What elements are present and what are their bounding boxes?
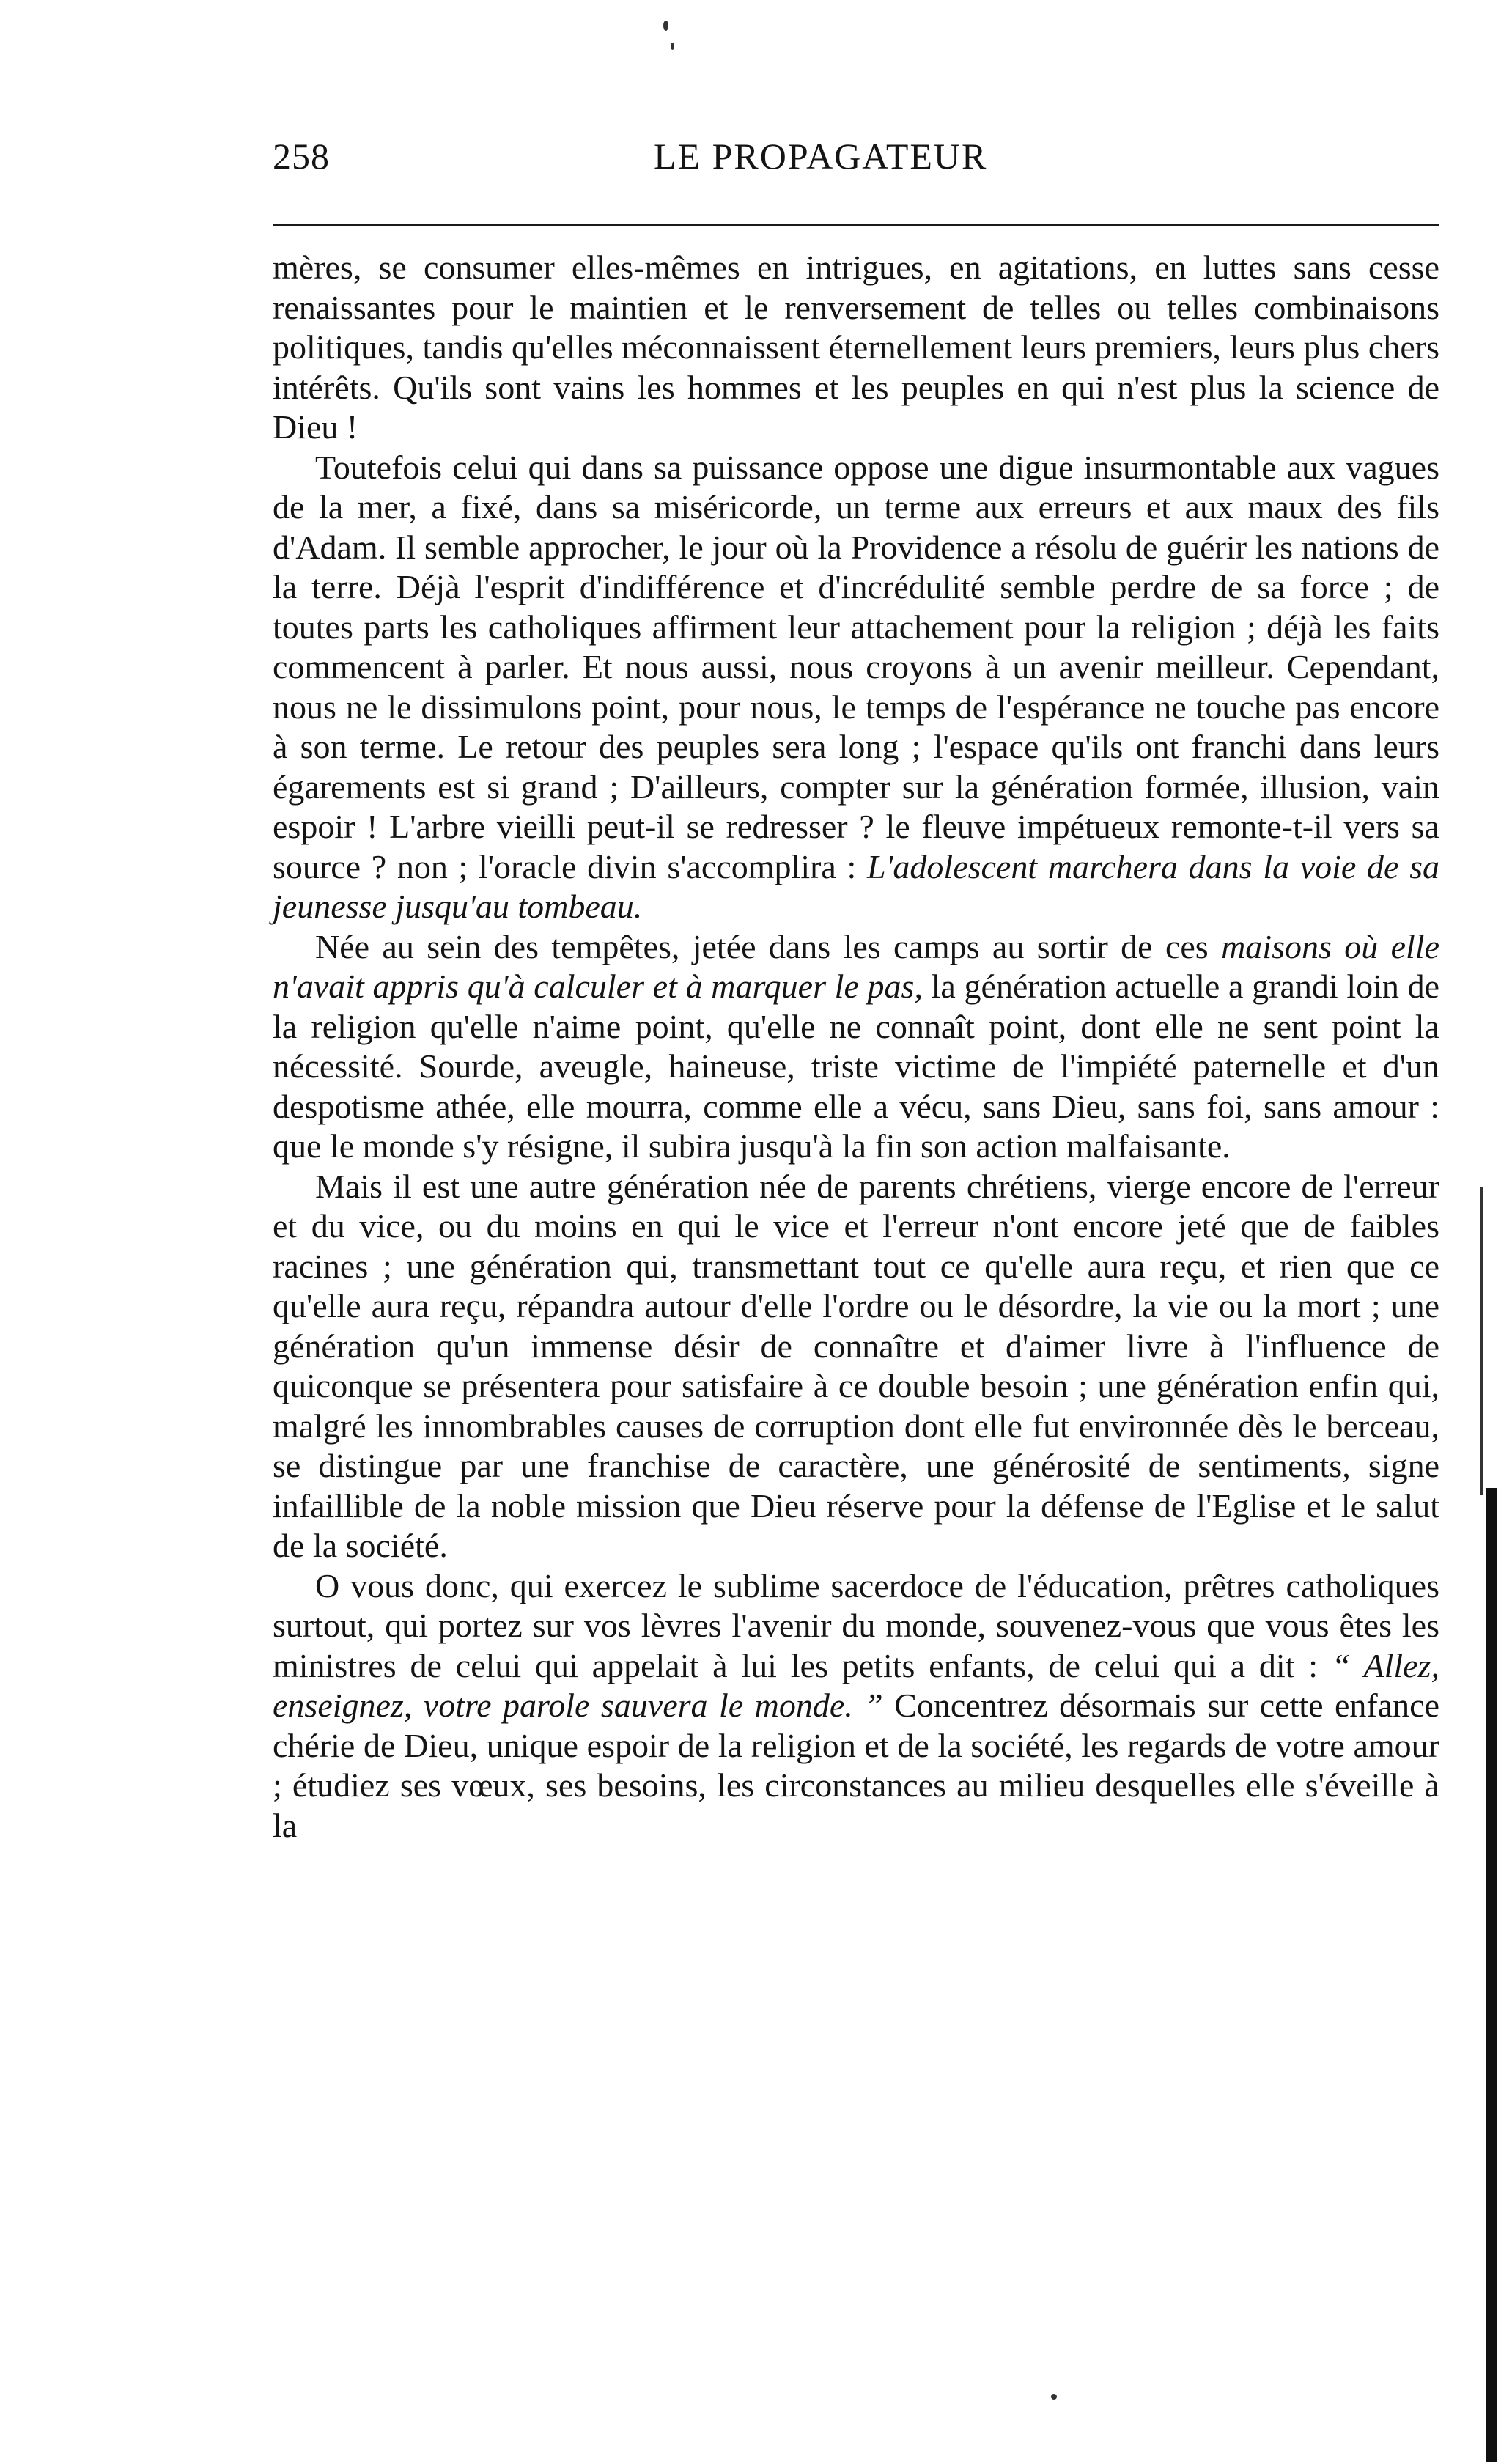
body-text <box>273 248 1439 1846</box>
scan-margin-line <box>1480 1187 1483 1495</box>
paragraph-5-quote: “ Allez, enseignez, votre parole sauvera le monde. ” <box>273 1646 1440 1724</box>
header-rule <box>273 224 1439 226</box>
scan-speck <box>671 43 674 50</box>
page-header <box>273 130 1439 182</box>
running-title: LE PROPAGATEUR <box>654 136 988 177</box>
paragraph-1: mères, se consumer elles-mêmes en intrigues, en agitations, en luttes sans cesse renaissantes pour le maintien et le renversement de telles ou telles combinaisons politiques, tandis qu'elles méconnaissent éternellement leurs premiers, leurs plus chers intérêts. Qu'ils sont vains les hommes et les peuples en qui n'est plus la science de Dieu ! <box>273 248 1439 446</box>
page-number: 258 <box>273 136 330 177</box>
paragraph-5-text-end: Concentrez désormais sur cette enfance chérie de Dieu, unique espoir de la religion et de la société, les regards de votre amour ; étudiez ses vœux, ses besoins, les circonstances au milieu desquelles elle s'éveille à la <box>273 1687 1440 1844</box>
paragraph-5 <box>273 1566 1439 1846</box>
paragraph-5-text-start: O vous donc, qui exercez le sublime sacerdoce de l'éducation, prêtres catholiques surtout, qui portez sur vos lèvres l'avenir du monde, souvenez-vous que vous êtes les ministres de celui qui appelait à lui les petits enfants, de celui qui a dit : <box>273 1566 1439 1684</box>
scan-edge-shadow <box>1486 1488 1497 2462</box>
scan-speck <box>663 21 668 31</box>
paragraph-4: Mais il est une autre génération née de parents chrétiens, vierge encore de l'erreur et du vice, ou du moins en qui le vice et l'erreur n'ont encore jeté que de faibles racines ; une génération qui, transmettant tout ce qu'elle aura reçu, et rien que ce qu'elle aura reçu, répandra autour d'elle l'ordre ou le désordre, la vie ou la mort ; une génération qu'un immense désir de connaître et d'aimer livre à l'influence de quiconque se présentera pour satisfaire à ce double besoin ; une génération enfin qui, malgré les innombrables causes de corruption dont elle fut environnée dès le berceau, se distingue par une franchise de caractère, une générosité de sentiments, signe infaillible de la noble mission que Dieu réserve pour la défense de l'Eglise et le salut de la société. <box>273 1167 1439 1564</box>
paragraph-3-text-end: la génération actuelle a grandi loin de la religion qu'elle n'aime point, qu'elle ne connaît point, dont elle ne sent point la nécessité. Sourde, aveugle, haineuse, triste victime de l'impiété paternelle et d'un despotisme athée, elle mourra, comme elle a vécu, sans Dieu, sans foi, sans amour : que le monde s'y résigne, il subira jusqu'à la fin son action malfaisante. <box>273 968 1439 1165</box>
paragraph-2 <box>273 448 1439 927</box>
paragraph-3-italic: maisons où elle n'avait appris qu'à calculer et à marquer le pas, <box>273 927 1440 1005</box>
paragraph-2-text: Toutefois celui qui dans sa puissance oppose une digue insurmontable aux vagues de la mer, a fixé, dans sa miséricorde, un terme aux erreurs et aux maux des fils d'Adam. Il semble approcher, le jour où la Providence a résolu de guérir les nations de la terre. Déjà l'esprit d'indifférence et d'incrédulité semble perdre de sa force ; de toutes parts les catholiques affirment leur attachement pour la religion ; déjà les faits commencent à parler. Et nous aussi, nous croyons à un avenir meilleur. Cependant, nous ne le dissimulons point, pour nous, le temps de l'espérance ne touche pas encore à son terme. Le retour des peuples sera long ; l'espace qu'ils ont franchi dans leurs égarements est si grand ; D'ailleurs, compter sur la génération formée, illusion, vain espoir ! L'arbre vieilli peut-il se redresser ? le fleuve impétueux remonte-t-il vers sa source ? non ; l'oracle divin s'accomplira : <box>273 448 1439 885</box>
paragraph-3-text-start: Née au sein des tempêtes, jetée dans les camps au sortir de ces <box>315 927 1209 965</box>
paragraph-2-quote: L'adolescent marchera dans la voie de sa jeunesse jusqu'au tombeau. <box>273 847 1439 925</box>
paragraph-3 <box>273 927 1439 1167</box>
scan-speck <box>1051 2394 1057 2400</box>
